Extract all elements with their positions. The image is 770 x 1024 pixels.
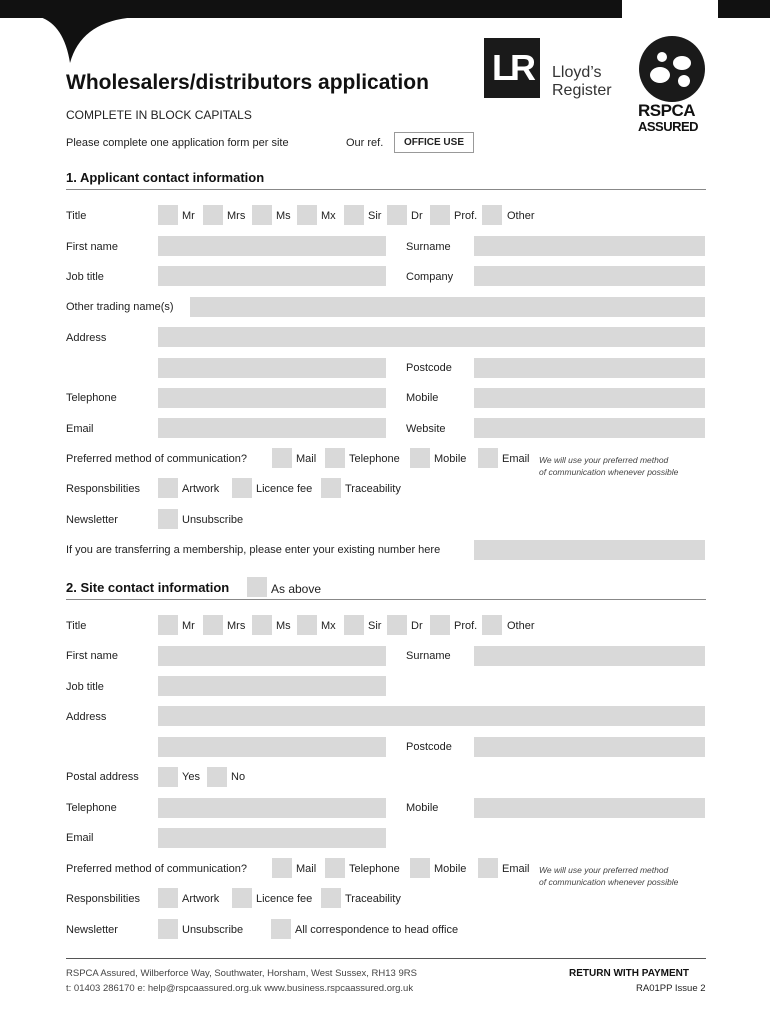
s2-title-prof: Prof.	[454, 620, 478, 632]
s2-title-other: Other	[507, 620, 535, 632]
s1-title-mr: Mr	[182, 210, 195, 222]
s1-comm-mail: Mail	[296, 453, 317, 465]
s2-address-label: Address	[66, 711, 107, 723]
s2-unsubscribe-checkbox[interactable]	[158, 919, 178, 939]
s2-comm-telephone: Telephone	[349, 863, 400, 875]
s2-comm-email: Email	[502, 863, 530, 875]
s2-first-name-label: First name	[66, 650, 118, 662]
s2-title-label: Title	[66, 620, 87, 632]
s1-transfer-field[interactable]	[474, 540, 705, 560]
s2-postcode-label: Postcode	[406, 741, 452, 753]
s2-pref-comm-label: Preferred method of communication?	[66, 863, 247, 875]
s1-mobile-field[interactable]	[474, 388, 705, 408]
s1-comm-telephone-checkbox[interactable]	[325, 448, 345, 468]
s2-as-above-checkbox[interactable]	[247, 577, 267, 597]
s2-comm-mail: Mail	[296, 863, 317, 875]
our-ref-label: Our ref.	[346, 137, 384, 149]
s1-title-mx-checkbox[interactable]	[297, 205, 317, 225]
s1-website-label: Website	[406, 423, 446, 435]
s1-resp-artwork: Artwork	[182, 483, 220, 495]
office-use-box: OFFICE USE	[394, 132, 474, 153]
s2-mobile-label: Mobile	[406, 802, 439, 814]
s1-title-mrs: Mrs	[227, 210, 246, 222]
s1-address-field-1[interactable]	[158, 327, 705, 347]
s2-title-mx-checkbox[interactable]	[297, 615, 317, 635]
s2-newsletter-label: Newsletter	[66, 924, 118, 936]
s2-title-dr-checkbox[interactable]	[387, 615, 407, 635]
s1-postcode-label: Postcode	[406, 362, 452, 374]
s1-resp-traceability: Traceability	[345, 483, 401, 495]
s1-unsubscribe-checkbox[interactable]	[158, 509, 178, 529]
s2-title-mr: Mr	[182, 620, 195, 632]
rspca-animals-icon	[638, 35, 706, 103]
s1-comm-mail-checkbox[interactable]	[272, 448, 292, 468]
footer-address: RSPCA Assured, Wilberforce Way, Southwater, Horsham, West Sussex, RH13 9RS	[66, 968, 417, 979]
s1-title-ms-checkbox[interactable]	[252, 205, 272, 225]
s1-first-name-label: First name	[66, 241, 118, 253]
s1-company-field[interactable]	[474, 266, 705, 286]
rspca-text-1: RSPCA	[638, 101, 696, 120]
s2-surname-field[interactable]	[474, 646, 705, 666]
s2-title-sir: Sir	[368, 620, 382, 632]
s1-address-label: Address	[66, 332, 107, 344]
s2-email-field[interactable]	[158, 828, 386, 848]
s2-postal-no: No	[231, 771, 246, 783]
s2-resp-licence-checkbox[interactable]	[232, 888, 252, 908]
s1-comm-telephone: Telephone	[349, 453, 400, 465]
s1-unsubscribe: Unsubscribe	[182, 514, 244, 526]
s1-resp-traceability-checkbox[interactable]	[321, 478, 341, 498]
s2-title-dr: Dr	[411, 620, 423, 632]
s2-comm-email-checkbox[interactable]	[478, 858, 498, 878]
footer-rule	[66, 958, 706, 959]
s2-unsubscribe: Unsubscribe	[182, 924, 244, 936]
s2-postal-no-checkbox[interactable]	[207, 767, 227, 787]
corner-tab-shape	[40, 17, 140, 63]
s2-comm-note-1: We will use your preferred method	[539, 865, 669, 875]
top-bar-right	[718, 0, 770, 18]
s1-title-mrs-checkbox[interactable]	[203, 205, 223, 225]
s1-job-title-label: Job title	[66, 271, 104, 283]
s2-job-title-field[interactable]	[158, 676, 386, 696]
s1-telephone-field[interactable]	[158, 388, 386, 408]
s1-resp-licence-checkbox[interactable]	[232, 478, 252, 498]
instruction: Please complete one application form per site	[66, 137, 289, 149]
s2-first-name-field[interactable]	[158, 646, 386, 666]
s1-comm-note-1: We will use your preferred method	[539, 455, 669, 465]
s1-responsibilities-label: Responsbilities	[66, 483, 140, 495]
s2-title-sir-checkbox[interactable]	[344, 615, 364, 635]
s2-email-label: Email	[66, 832, 94, 844]
section2-rule	[66, 599, 706, 600]
s2-postal-yes-checkbox[interactable]	[158, 767, 178, 787]
s1-comm-note-2: of communication whenever possible	[539, 467, 679, 477]
s1-title-prof: Prof.	[454, 210, 478, 222]
s2-resp-artwork: Artwork	[182, 893, 220, 905]
s2-telephone-label: Telephone	[66, 802, 117, 814]
s2-address-field-2[interactable]	[158, 737, 386, 757]
s1-other-trading-field[interactable]	[190, 297, 705, 317]
s2-resp-artwork-checkbox[interactable]	[158, 888, 178, 908]
s2-as-above: As above	[271, 582, 322, 596]
s2-mobile-field[interactable]	[474, 798, 705, 818]
s1-job-title-field[interactable]	[158, 266, 386, 286]
s2-resp-traceability: Traceability	[345, 893, 401, 905]
s2-title-ms: Ms	[276, 620, 291, 632]
lloyds-mark: LR	[492, 47, 532, 88]
s1-company-label: Company	[406, 271, 454, 283]
s1-title-mr-checkbox[interactable]	[158, 205, 178, 225]
s1-comm-email: Email	[502, 453, 530, 465]
s1-title-dr-checkbox[interactable]	[387, 205, 407, 225]
s2-comm-note-2: of communication whenever possible	[539, 877, 679, 887]
rspca-text-2: ASSURED	[638, 119, 699, 134]
s2-postal-address-label: Postal address	[66, 771, 139, 783]
s2-comm-mobile-checkbox[interactable]	[410, 858, 430, 878]
s1-title-ms: Ms	[276, 210, 291, 222]
s2-title-other-checkbox[interactable]	[482, 615, 502, 635]
s1-title-prof-checkbox[interactable]	[430, 205, 450, 225]
s1-resp-licence: Licence fee	[256, 483, 313, 495]
section2-heading: 2. Site contact information	[66, 580, 230, 595]
footer-contact: t: 01403 286170 e: help@rspcaassured.org.uk www.business.rspcaassured.org.uk	[66, 983, 414, 994]
s2-comm-mobile: Mobile	[434, 863, 467, 875]
s2-comm-telephone-checkbox[interactable]	[325, 858, 345, 878]
s2-comm-mail-checkbox[interactable]	[272, 858, 292, 878]
s2-postcode-field[interactable]	[474, 737, 705, 757]
s2-job-title-label: Job title	[66, 681, 104, 693]
s2-title-prof-checkbox[interactable]	[430, 615, 450, 635]
s1-telephone-label: Telephone	[66, 392, 117, 404]
s1-title-dr: Dr	[411, 210, 423, 222]
s1-title-other-checkbox[interactable]	[482, 205, 502, 225]
s2-postal-yes: Yes	[182, 771, 200, 783]
section1-rule	[66, 189, 706, 190]
s1-pref-comm-label: Preferred method of communication?	[66, 453, 247, 465]
s1-surname-field[interactable]	[474, 236, 705, 256]
s1-newsletter-label: Newsletter	[66, 514, 118, 526]
s1-surname-label: Surname	[406, 241, 451, 253]
s1-transfer-label: If you are transferring a membership, please enter your existing number here	[66, 544, 441, 556]
s1-comm-mobile-checkbox[interactable]	[410, 448, 430, 468]
s1-title-sir: Sir	[368, 210, 382, 222]
s2-head-office-checkbox[interactable]	[271, 919, 291, 939]
lloyds-register-logo	[484, 38, 540, 98]
s1-mobile-label: Mobile	[406, 392, 439, 404]
s1-title-sir-checkbox[interactable]	[344, 205, 364, 225]
top-bar-left	[0, 0, 622, 18]
s1-postcode-field[interactable]	[474, 358, 705, 378]
s1-email-label: Email	[66, 423, 94, 435]
s1-comm-email-checkbox[interactable]	[478, 448, 498, 468]
s2-title-mx: Mx	[321, 620, 336, 632]
s2-title-mrs: Mrs	[227, 620, 246, 632]
s2-resp-traceability-checkbox[interactable]	[321, 888, 341, 908]
s2-surname-label: Surname	[406, 650, 451, 662]
s2-title-ms-checkbox[interactable]	[252, 615, 272, 635]
subtitle: COMPLETE IN BLOCK CAPITALS	[66, 108, 252, 122]
s1-resp-artwork-checkbox[interactable]	[158, 478, 178, 498]
lloyds-text-2: Register	[552, 82, 612, 99]
s2-address-field-1[interactable]	[158, 706, 705, 726]
s1-title-mx: Mx	[321, 210, 336, 222]
footer-return: RETURN WITH PAYMENT	[569, 968, 689, 979]
s2-head-office: All correspondence to head office	[295, 924, 459, 936]
page-title: Wholesalers/distributors application	[66, 71, 429, 94]
s2-title-mrs-checkbox[interactable]	[203, 615, 223, 635]
s2-title-mr-checkbox[interactable]	[158, 615, 178, 635]
s2-telephone-field[interactable]	[158, 798, 386, 818]
s2-resp-licence: Licence fee	[256, 893, 313, 905]
s1-address-field-2[interactable]	[158, 358, 386, 378]
s1-comm-mobile: Mobile	[434, 453, 467, 465]
s1-website-field[interactable]	[474, 418, 705, 438]
lloyds-text-1: Lloyd’s	[552, 64, 602, 81]
s2-responsibilities-label: Responsbilities	[66, 893, 140, 905]
s1-first-name-field[interactable]	[158, 236, 386, 256]
s1-email-field[interactable]	[158, 418, 386, 438]
s1-title-other: Other	[507, 210, 535, 222]
section1-heading: 1. Applicant contact information	[66, 170, 265, 185]
s1-other-trading-label: Other trading name(s)	[66, 301, 174, 313]
footer-issue: RA01PP Issue 2	[636, 983, 706, 994]
s1-title-label: Title	[66, 210, 87, 222]
